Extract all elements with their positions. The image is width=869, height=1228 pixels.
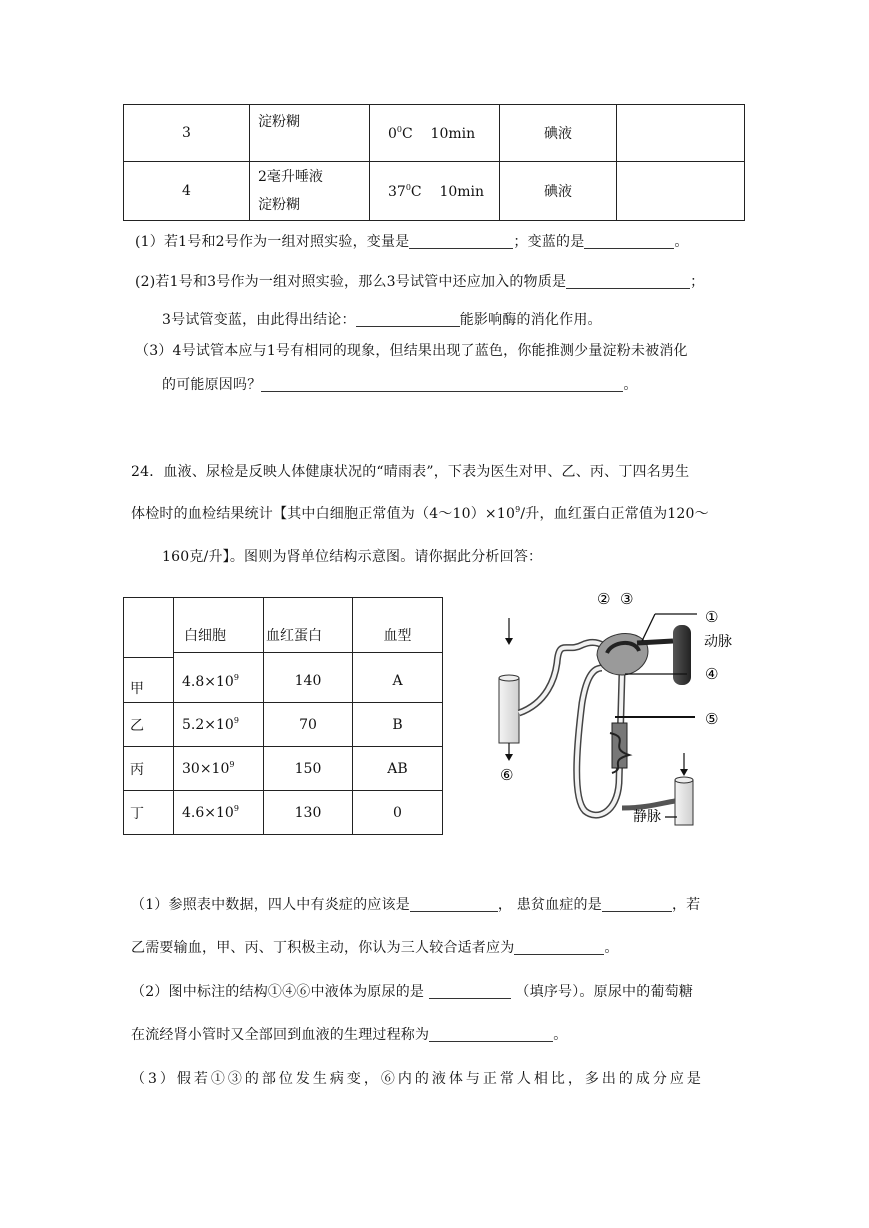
tube-result xyxy=(617,162,745,221)
answer-blank[interactable] xyxy=(429,1027,553,1042)
answer-blank[interactable] xyxy=(410,897,498,912)
label-4: ④ xyxy=(705,665,719,683)
name-cell: 甲 xyxy=(124,598,174,703)
answer-blank[interactable] xyxy=(261,377,623,392)
tube-condition: $37^0C$ 10min xyxy=(370,162,500,221)
hb-column: 血红蛋白 140 xyxy=(264,598,353,703)
q24-part1: （1）参照表中数据，四人中有炎症的应该是 ， 患贫血症的是 ，若 xyxy=(131,897,701,913)
q23-part3-line2: 的可能原因吗？ 。 xyxy=(162,377,638,393)
q24-part1-line2: 乙需要输血，甲、丙、丁积极主动，你认为三人较合适者应为 。 xyxy=(131,940,619,956)
label-3: ③ xyxy=(620,590,634,608)
answer-blank[interactable] xyxy=(429,984,511,999)
q24-part2-line2: 在流经肾小管时又全部回到血液的生理过程称为 。 xyxy=(131,1027,568,1043)
header-hb: 血红蛋白 xyxy=(264,598,352,653)
label-2: ② xyxy=(597,590,611,608)
nephron-diagram xyxy=(487,583,737,833)
tube-material: 淀粉糊 xyxy=(250,105,370,162)
q24-part2: （2）图中标注的结构①④⑥中液体为原尿的是 （填序号）。原尿中的葡萄糖 xyxy=(131,984,694,1000)
table-row: 乙 $5.2\times 10^9$ 70 B xyxy=(124,703,443,747)
table-header-row xyxy=(124,598,443,703)
label-6: ⑥ xyxy=(500,766,514,784)
table-row: 丙 $30\times 10^9$ 150 AB xyxy=(124,747,443,791)
answer-blank[interactable] xyxy=(602,897,672,912)
answer-blank[interactable] xyxy=(356,312,460,327)
tube-number: 3 xyxy=(124,105,250,162)
answer-blank[interactable] xyxy=(566,274,690,289)
label-5: ⑤ xyxy=(705,710,719,728)
q23-part1: (1）若1号和2号作为一组对照实验，变量是 ；变蓝的是 。 xyxy=(135,234,689,250)
q24-intro-line2: 体检时的血检结果统计【其中白细胞正常值为$(4\sim 10)\times 10^9/$升，血红蛋白正常值为120～ xyxy=(131,505,709,522)
table-row xyxy=(124,105,745,162)
q23-part2: (2)若1号和3号作为一组对照实验，那么3号试管中还应加入的物质是 ； xyxy=(135,274,705,290)
blood-test-table xyxy=(123,597,443,835)
tube-condition: $0^0C$ 10min xyxy=(370,105,500,162)
artery xyxy=(673,625,691,685)
label-artery: 动脉 xyxy=(704,634,732,650)
q23-part2-conclusion: 3号试管变蓝，由此得出结论： 能影响酶的消化作用。 xyxy=(162,312,602,328)
q24-intro-line3: 160克/升】。图则为肾单位结构示意图。请你据此分析回答： xyxy=(162,549,543,565)
answer-blank[interactable] xyxy=(514,940,604,955)
answer-blank[interactable] xyxy=(584,234,674,249)
tube-number: 4 xyxy=(124,162,250,221)
label-vein: 静脉 xyxy=(633,809,661,825)
collecting-duct xyxy=(499,678,519,743)
q24-intro-line1: 24．血液、尿检是反映人体健康状况的“晴雨表”，下表为医生对甲、乙、丙、丁四名男生 xyxy=(131,464,690,480)
header-type: 血型 xyxy=(353,598,442,653)
wbc-column: 白细胞 $4.8\times 10^9$ xyxy=(174,598,264,703)
renal-capsule xyxy=(597,634,648,675)
q24-part3: （3）假若①③的部位发生病变，⑥内的液体与正常人相比，多出的成分应是 xyxy=(131,1071,704,1087)
table-row: 丁 $4.6\times 10^9$ 130 0 xyxy=(124,791,443,835)
tube-reagent: 碘液 xyxy=(500,105,617,162)
type-column: 血型 A xyxy=(353,598,443,703)
tube-result xyxy=(617,105,745,162)
table-row xyxy=(124,162,745,221)
answer-blank[interactable] xyxy=(409,234,513,249)
experiment-table xyxy=(123,104,745,221)
vein xyxy=(675,780,693,825)
q23-part3: （3）4号试管本应与1号有相同的现象，但结果出现了蓝色，你能推测少量淀粉未被消化 xyxy=(135,343,688,359)
label-1: ① xyxy=(705,608,719,626)
tube-reagent: 碘液 xyxy=(500,162,617,221)
tube-material: 2毫升唾液 淀粉糊 xyxy=(250,162,370,221)
header-wbc: 白细胞 xyxy=(174,598,263,653)
